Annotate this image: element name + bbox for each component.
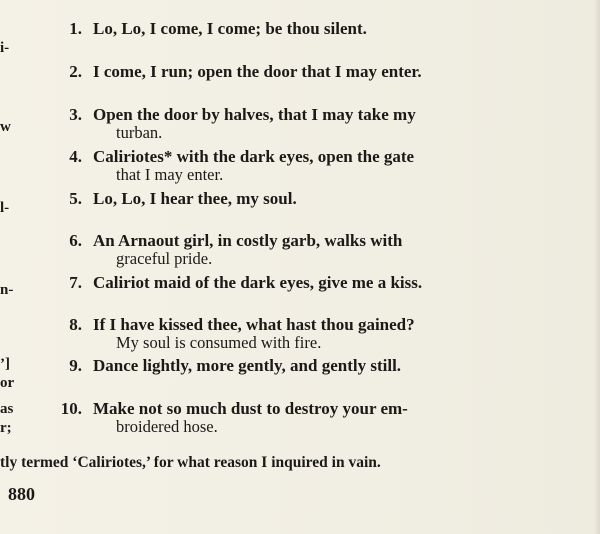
verse-line-continued: graceful pride. [116, 249, 213, 268]
verse-line-continued: that I may enter. [116, 165, 224, 184]
verse-number: 1. [69, 19, 82, 38]
verse-number: 3. [69, 105, 82, 124]
verse-number: 8. [69, 315, 82, 334]
verse-line-continued: turban. [116, 123, 163, 142]
verse-line: If I have kissed thee, what hast thou gained? [93, 315, 415, 334]
verse-number: 6. [69, 231, 82, 250]
verse-line: Lo, Lo, I come, I come; be thou silent. [93, 19, 367, 38]
margin-fragment: r; [0, 420, 12, 436]
verse-line: Make not so much dust to destroy your em- [93, 399, 408, 418]
verse-line-continued: My soul is consumed with fire. [116, 333, 322, 352]
margin-fragment: as [0, 401, 14, 417]
verse-line: Lo, Lo, I hear thee, my soul. [93, 189, 297, 208]
verse-number: 2. [69, 62, 82, 81]
verse-line: Caliriotes* with the dark eyes, open the gate [93, 147, 415, 166]
verse-number: 7. [69, 273, 82, 292]
margin-fragment: or [0, 375, 15, 391]
verse-line-continued: broidered hose. [116, 417, 218, 436]
verse-number: 9. [69, 356, 82, 375]
margin-fragment: i- [0, 40, 10, 56]
verse-number: 10. [60, 399, 82, 418]
verse-number: 4. [69, 147, 82, 166]
verse-number: 5. [69, 189, 82, 208]
margin-fragment: l- [0, 200, 10, 216]
margin-fragment: n- [0, 282, 14, 298]
verse-line: An Arnaout girl, in costly garb, walks with [93, 231, 403, 250]
margin-fragment: ’] [0, 356, 10, 372]
verse-line: I come, I run; open the door that I may enter. [93, 62, 422, 81]
verse-line: Dance lightly, more gently, and gently still. [93, 356, 402, 375]
verse-line: Open the door by halves, that I may take my [93, 105, 416, 124]
margin-fragment: w [0, 119, 11, 135]
footnote: tly termed ‘Caliriotes,’ for what reason I inquired in vain. [0, 454, 381, 471]
page-number: 880 [8, 484, 35, 504]
page-edge-shadow [594, 0, 600, 534]
verse-line: Caliriot maid of the dark eyes, give me a kiss. [93, 273, 423, 292]
